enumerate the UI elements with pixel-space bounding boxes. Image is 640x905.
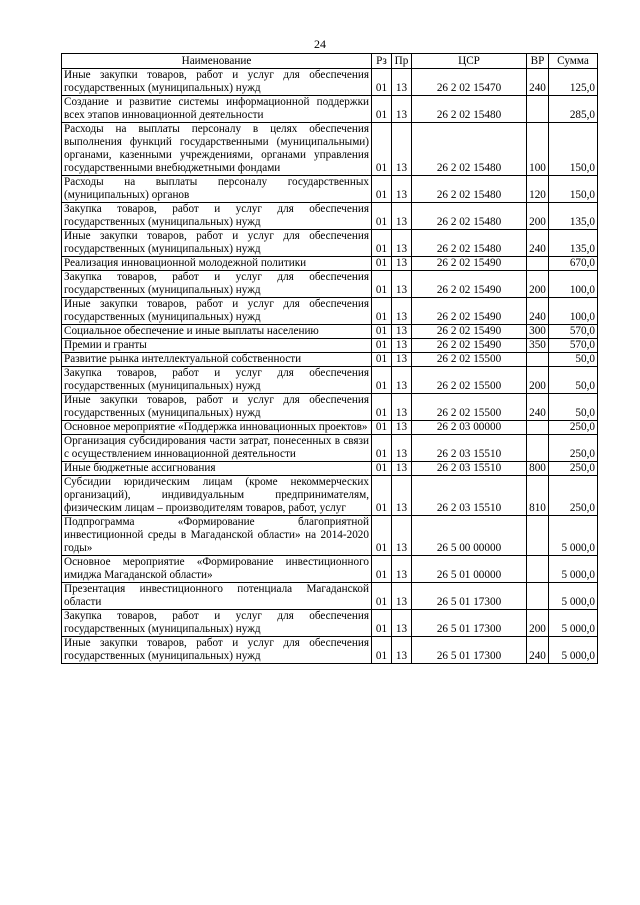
cell-sum: 285,0	[549, 96, 598, 123]
cell-pr: 13	[392, 176, 412, 203]
cell-rz: 01	[372, 476, 392, 516]
cell-sum: 250,0	[549, 462, 598, 476]
header-csr: ЦСР	[412, 54, 527, 69]
table-header	[62, 54, 598, 69]
cell-sum: 125,0	[549, 69, 598, 96]
cell-rz: 01	[372, 176, 392, 203]
cell-pr: 13	[392, 610, 412, 637]
cell-sum: 100,0	[549, 298, 598, 325]
cell-vr: 810	[527, 476, 549, 516]
cell-sum: 250,0	[549, 435, 598, 462]
table-row	[62, 271, 598, 298]
cell-sum: 150,0	[549, 123, 598, 176]
cell-pr: 13	[392, 96, 412, 123]
header-sum: Сумма	[549, 54, 598, 69]
cell-name: Иные закупки товаров, работ и услуг для обеспечения государственных (муниципальных) нужд	[62, 298, 372, 325]
cell-sum: 570,0	[549, 339, 598, 353]
cell-pr: 13	[392, 435, 412, 462]
cell-name: Основное мероприятие «Поддержка инновационных проектов»	[62, 421, 372, 435]
cell-rz: 01	[372, 298, 392, 325]
cell-csr: 26 2 02 15480	[412, 96, 527, 123]
cell-name: Реализация инновационной молодежной политики	[62, 257, 372, 271]
cell-csr: 26 2 03 15510	[412, 435, 527, 462]
table-row	[62, 556, 598, 583]
cell-pr: 13	[392, 394, 412, 421]
cell-name: Иные закупки товаров, работ и услуг для обеспечения государственных (муниципальных) нужд	[62, 230, 372, 257]
table-row	[62, 435, 598, 462]
header-name: Наименование	[62, 54, 372, 69]
cell-csr: 26 2 02 15500	[412, 353, 527, 367]
cell-csr: 26 2 03 00000	[412, 421, 527, 435]
cell-vr: 200	[527, 610, 549, 637]
cell-csr: 26 2 02 15470	[412, 69, 527, 96]
cell-sum: 5 000,0	[549, 556, 598, 583]
cell-pr: 13	[392, 516, 412, 556]
cell-pr: 13	[392, 556, 412, 583]
cell-pr: 13	[392, 367, 412, 394]
cell-rz: 01	[372, 367, 392, 394]
cell-rz: 01	[372, 203, 392, 230]
cell-csr: 26 2 03 15510	[412, 476, 527, 516]
cell-csr: 26 2 02 15500	[412, 367, 527, 394]
cell-sum: 570,0	[549, 325, 598, 339]
cell-vr	[527, 353, 549, 367]
page-number: 24	[314, 37, 326, 51]
cell-vr: 120	[527, 176, 549, 203]
cell-pr: 13	[392, 583, 412, 610]
cell-sum: 100,0	[549, 271, 598, 298]
table-body	[62, 69, 598, 664]
cell-vr: 200	[527, 271, 549, 298]
cell-csr: 26 2 02 15480	[412, 123, 527, 176]
table-row	[62, 583, 598, 610]
cell-pr: 13	[392, 637, 412, 664]
cell-pr: 13	[392, 203, 412, 230]
table-row	[62, 230, 598, 257]
cell-sum: 50,0	[549, 353, 598, 367]
cell-pr: 13	[392, 123, 412, 176]
table-row	[62, 96, 598, 123]
cell-pr: 13	[392, 298, 412, 325]
cell-name: Субсидии юридическим лицам (кроме некоммерческих организаций), индивидуальным предпринимателям, физическим лицам – производителям товаров, работ, услуг	[62, 476, 372, 516]
cell-vr: 240	[527, 394, 549, 421]
cell-rz: 01	[372, 462, 392, 476]
table-row	[62, 516, 598, 556]
table-row	[62, 637, 598, 664]
header-rz: Рз	[372, 54, 392, 69]
cell-csr: 26 5 01 17300	[412, 637, 527, 664]
table-row	[62, 367, 598, 394]
table-row	[62, 476, 598, 516]
cell-vr: 200	[527, 367, 549, 394]
cell-rz: 01	[372, 516, 392, 556]
cell-name: Презентация инвестиционного потенциала Магаданской области	[62, 583, 372, 610]
header-row	[62, 54, 598, 69]
cell-vr: 800	[527, 462, 549, 476]
cell-pr: 13	[392, 257, 412, 271]
table-row	[62, 610, 598, 637]
cell-pr: 13	[392, 462, 412, 476]
cell-sum: 50,0	[549, 367, 598, 394]
cell-csr: 26 2 02 15480	[412, 230, 527, 257]
cell-name: Иные закупки товаров, работ и услуг для обеспечения государственных (муниципальных) нужд	[62, 69, 372, 96]
table-row	[62, 325, 598, 339]
cell-name: Иные бюджетные ассигнования	[62, 462, 372, 476]
budget-table	[61, 53, 598, 664]
table-row	[62, 394, 598, 421]
cell-pr: 13	[392, 271, 412, 298]
cell-vr: 300	[527, 325, 549, 339]
cell-csr: 26 2 02 15500	[412, 394, 527, 421]
table-row	[62, 123, 598, 176]
cell-name: Закупка товаров, работ и услуг для обеспечения государственных (муниципальных) нужд	[62, 271, 372, 298]
cell-rz: 01	[372, 610, 392, 637]
cell-vr: 240	[527, 298, 549, 325]
cell-vr: 240	[527, 69, 549, 96]
cell-sum: 5 000,0	[549, 610, 598, 637]
cell-rz: 01	[372, 69, 392, 96]
cell-rz: 01	[372, 394, 392, 421]
cell-rz: 01	[372, 421, 392, 435]
table-row	[62, 298, 598, 325]
cell-rz: 01	[372, 271, 392, 298]
cell-csr: 26 2 02 15490	[412, 257, 527, 271]
cell-sum: 5 000,0	[549, 583, 598, 610]
cell-pr: 13	[392, 69, 412, 96]
cell-name: Создание и развитие системы информационной поддержки всех этапов инновационной деятельности	[62, 96, 372, 123]
cell-vr: 100	[527, 123, 549, 176]
cell-vr	[527, 421, 549, 435]
cell-csr: 26 2 02 15490	[412, 339, 527, 353]
cell-csr: 26 2 02 15480	[412, 203, 527, 230]
cell-rz: 01	[372, 123, 392, 176]
cell-csr: 26 2 02 15490	[412, 298, 527, 325]
cell-rz: 01	[372, 230, 392, 257]
cell-csr: 26 2 02 15490	[412, 325, 527, 339]
cell-sum: 135,0	[549, 230, 598, 257]
cell-pr: 13	[392, 476, 412, 516]
cell-csr: 26 5 01 17300	[412, 610, 527, 637]
cell-name: Закупка товаров, работ и услуг для обеспечения государственных (муниципальных) нужд	[62, 610, 372, 637]
table-row	[62, 176, 598, 203]
cell-csr: 26 2 03 15510	[412, 462, 527, 476]
cell-sum: 135,0	[549, 203, 598, 230]
cell-csr: 26 5 01 00000	[412, 556, 527, 583]
cell-rz: 01	[372, 556, 392, 583]
cell-vr	[527, 96, 549, 123]
table-row	[62, 203, 598, 230]
cell-name: Расходы на выплаты персоналу государственных (муниципальных) органов	[62, 176, 372, 203]
cell-name: Расходы на выплаты персоналу в целях обеспечения выполнения функций государственными (муниципальными) органами, казенными учреждениями, органами управления государственными внебюджетными фондами	[62, 123, 372, 176]
cell-name: Социальное обеспечение и иные выплаты населению	[62, 325, 372, 339]
cell-vr: 240	[527, 637, 549, 664]
cell-name: Закупка товаров, работ и услуг для обеспечения государственных (муниципальных) нужд	[62, 203, 372, 230]
cell-rz: 01	[372, 435, 392, 462]
table-row	[62, 69, 598, 96]
cell-sum: 250,0	[549, 476, 598, 516]
cell-name: Закупка товаров, работ и услуг для обеспечения государственных (муниципальных) нужд	[62, 367, 372, 394]
cell-name: Подпрограмма «Формирование благоприятной инвестиционной среды в Магаданской области» на 2014-2020 годы»	[62, 516, 372, 556]
cell-vr: 350	[527, 339, 549, 353]
cell-csr: 26 5 00 00000	[412, 516, 527, 556]
cell-rz: 01	[372, 583, 392, 610]
cell-sum: 5 000,0	[549, 516, 598, 556]
cell-rz: 01	[372, 637, 392, 664]
cell-rz: 01	[372, 96, 392, 123]
table-row	[62, 353, 598, 367]
cell-rz: 01	[372, 325, 392, 339]
cell-csr: 26 5 01 17300	[412, 583, 527, 610]
cell-sum: 50,0	[549, 394, 598, 421]
cell-vr	[527, 556, 549, 583]
header-pr: Пр	[392, 54, 412, 69]
cell-name: Организация субсидирования части затрат, понесенных в связи с осуществлением инновационной деятельности	[62, 435, 372, 462]
header-vr: ВР	[527, 54, 549, 69]
cell-rz: 01	[372, 339, 392, 353]
cell-name: Иные закупки товаров, работ и услуг для обеспечения государственных (муниципальных) нужд	[62, 637, 372, 664]
cell-vr: 200	[527, 203, 549, 230]
cell-csr: 26 2 02 15490	[412, 271, 527, 298]
cell-rz: 01	[372, 257, 392, 271]
cell-sum: 5 000,0	[549, 637, 598, 664]
cell-sum: 150,0	[549, 176, 598, 203]
cell-vr	[527, 516, 549, 556]
cell-pr: 13	[392, 421, 412, 435]
cell-rz: 01	[372, 353, 392, 367]
table-row	[62, 257, 598, 271]
cell-pr: 13	[392, 353, 412, 367]
cell-pr: 13	[392, 339, 412, 353]
cell-name: Премии и гранты	[62, 339, 372, 353]
cell-vr	[527, 435, 549, 462]
cell-name: Развитие рынка интеллектуальной собственности	[62, 353, 372, 367]
cell-pr: 13	[392, 230, 412, 257]
cell-csr: 26 2 02 15480	[412, 176, 527, 203]
cell-name: Иные закупки товаров, работ и услуг для обеспечения государственных (муниципальных) нужд	[62, 394, 372, 421]
cell-name: Основное мероприятие «Формирование инвестиционного имиджа Магаданской области»	[62, 556, 372, 583]
cell-vr	[527, 583, 549, 610]
cell-vr: 240	[527, 230, 549, 257]
table-row	[62, 421, 598, 435]
table-row	[62, 339, 598, 353]
table-row	[62, 462, 598, 476]
cell-pr: 13	[392, 325, 412, 339]
cell-sum: 250,0	[549, 421, 598, 435]
cell-vr	[527, 257, 549, 271]
cell-sum: 670,0	[549, 257, 598, 271]
